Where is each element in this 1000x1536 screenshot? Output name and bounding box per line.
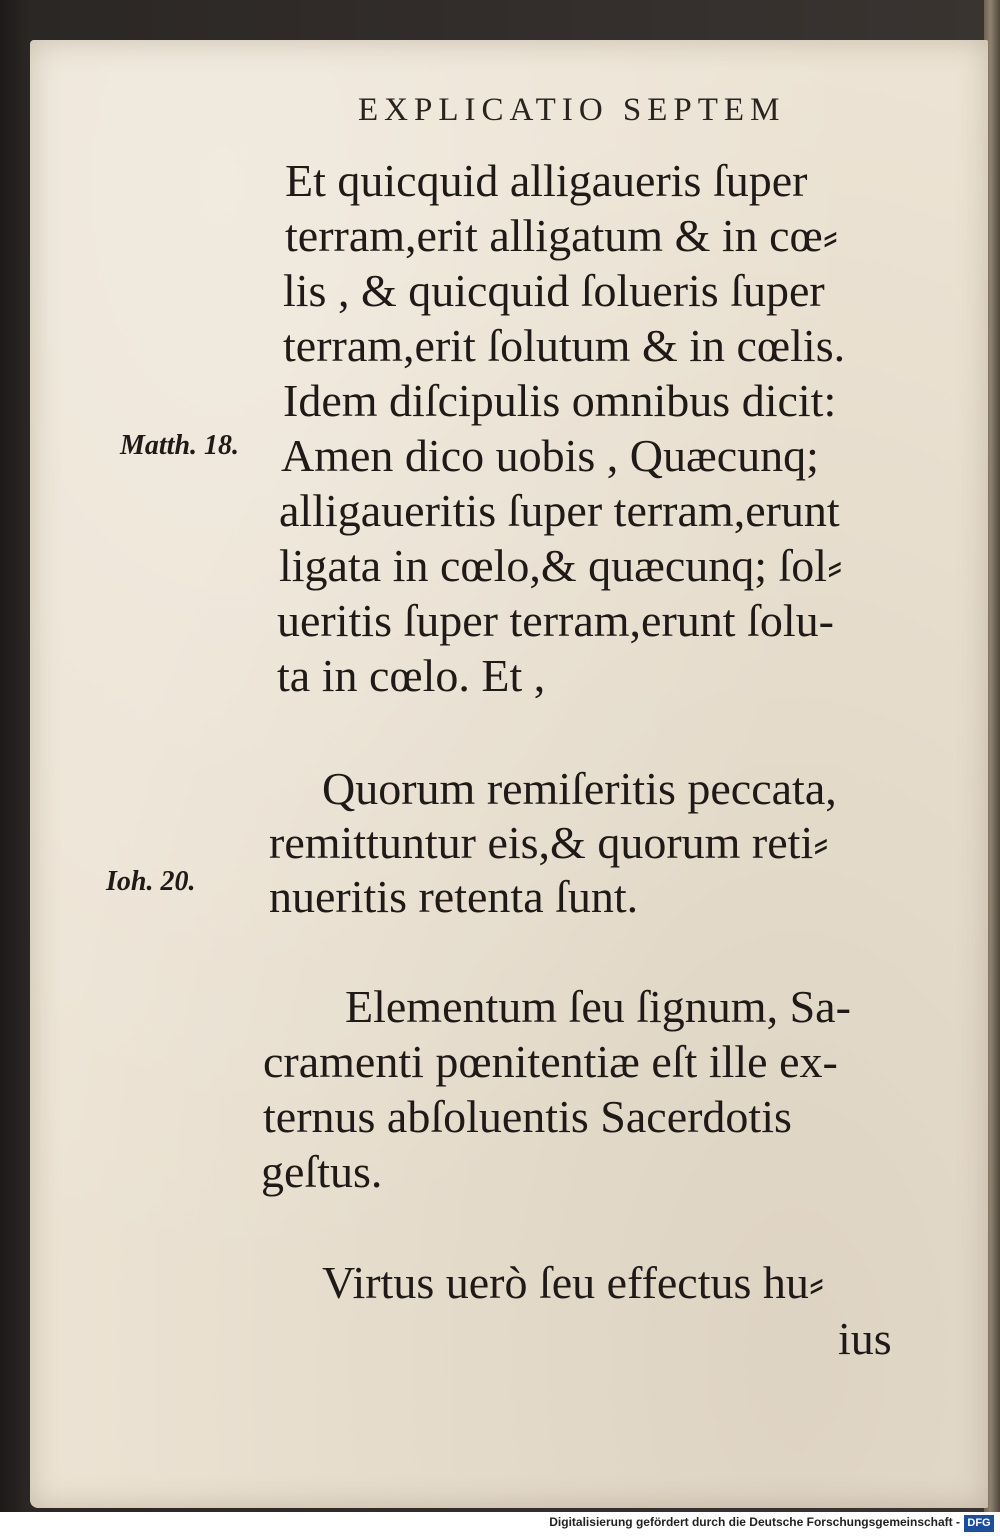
text-line: terram,erit ſolutum & in cœlis. — [283, 320, 846, 371]
text-line: remittuntur eis,& quorum reti⸗ — [269, 817, 829, 868]
text-line: nueritis retenta ſunt. — [269, 871, 639, 922]
text-line: Elementum ſeu ſignum, Sa- — [345, 981, 851, 1032]
text-line: ueritis ſuper terram,erunt ſolu- — [277, 595, 834, 646]
text-line: Amen dico uobis , Quæcunq; — [281, 430, 819, 481]
catchword: ius — [838, 1313, 892, 1364]
text-line: cramenti pœnitentiæ eſt ille ex- — [263, 1036, 838, 1087]
margin-note-john: Ioh. 20. — [106, 866, 196, 897]
text-line: ternus abſoluentis Sacerdotis — [263, 1091, 792, 1142]
margin-note-matthew: Matth. 18. — [120, 430, 240, 461]
text-line: lis , & quicquid ſolueris ſuper — [283, 265, 825, 316]
text-line: Et quicquid alligaueris ſuper — [285, 155, 808, 206]
footer-credit: Digitalisierung gefördert durch die Deutsche Forschungsgemeinschaft - — [549, 1515, 960, 1529]
text-line: ligata in cœlo,& quæcunq; ſol⸗ — [279, 540, 843, 591]
text-line: Virtus uerò ſeu effectus hu⸗ — [322, 1257, 825, 1308]
text-line: Quorum remiſeritis peccata, — [322, 763, 837, 814]
text-line: ta in cœlo. Et , — [277, 650, 546, 701]
text-line: geſtus. — [261, 1146, 383, 1197]
text-line: alligaueritis ſuper terram,erunt — [279, 485, 840, 536]
text-line: terram,erit alligatum & in cœ⸗ — [285, 210, 839, 261]
dfg-logo-icon: DFG — [964, 1515, 994, 1532]
text-line: Idem diſcipulis omnibus dicit: — [283, 375, 837, 426]
running-head: EXPLICATIO SEPTEM — [358, 92, 786, 128]
footer-bar — [0, 1512, 1000, 1536]
